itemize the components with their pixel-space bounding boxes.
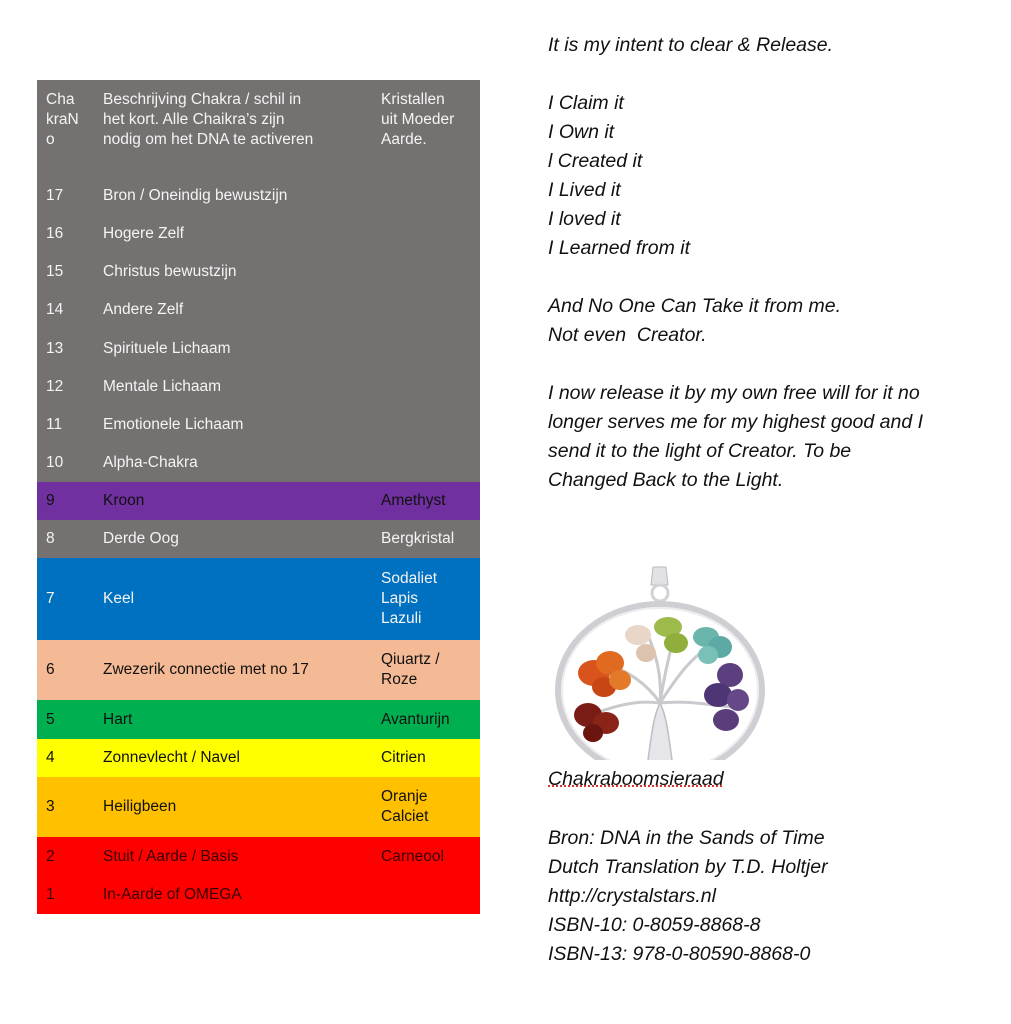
claim-line: I Claim it (548, 92, 624, 114)
source-info (548, 824, 828, 969)
chakra-crystal (381, 444, 480, 482)
chakra-description: Hart (103, 710, 133, 728)
chakra-number: 2 (46, 847, 55, 865)
chakra-crystal: Oranje Calciet (381, 788, 429, 825)
claim-line: I Lived it (548, 179, 621, 201)
table-row (37, 253, 480, 291)
chakra-crystal: Carneool (381, 847, 444, 865)
chakra-number: 12 (46, 378, 64, 395)
table-row (37, 837, 480, 876)
chakra-number: 11 (46, 416, 63, 433)
tree-of-life-pendant-image (548, 555, 768, 760)
chakra-number: 10 (46, 454, 64, 471)
chakra-crystal: Citrien (381, 749, 426, 766)
table-row (37, 558, 480, 640)
chakra-description: Heiligbeen (103, 798, 177, 815)
chakra-crystal (381, 876, 480, 914)
chakra-number: 9 (46, 492, 55, 509)
chakra-crystal (381, 291, 480, 329)
chakra-crystal (381, 406, 480, 444)
chakra-description: Zwezerik connectie met no 17 (103, 661, 309, 678)
claim-line: I loved it (548, 208, 621, 230)
table-row (37, 640, 480, 700)
table-row (37, 406, 480, 444)
claim-line: l Created it (548, 150, 643, 172)
table-row (37, 482, 480, 520)
chakra-crystal (381, 253, 480, 291)
chakra-crystal: Amethyst (381, 492, 446, 509)
release-line: Changed Back to the Light. (548, 469, 784, 491)
table-row (37, 368, 480, 406)
claim-line: I Own it (548, 121, 615, 143)
chakra-crystal (381, 368, 480, 406)
pendant-caption: Chakraboomsieraad (548, 768, 724, 790)
chakra-crystal: Bergkristal (381, 530, 455, 547)
source-isbn13: ISBN-13: 978-0-80590-8868-0 (548, 943, 811, 965)
table-row (37, 876, 480, 914)
affirmation-text (548, 31, 1003, 495)
header-crystals: Kristallen uit Moeder Aarde. (381, 91, 455, 148)
chakra-number: 15 (46, 263, 64, 280)
table-row (37, 329, 480, 368)
chakra-description: Kroon (103, 492, 145, 509)
chakra-description: Emotionele Lichaam (103, 416, 244, 433)
intro-line: It is my intent to clear & Release. (548, 34, 834, 56)
chakra-number: 1 (46, 886, 55, 903)
table-row (37, 777, 480, 837)
chakra-number: 8 (46, 530, 55, 547)
table-row (37, 177, 480, 215)
no-one-line: Not even Creator. (548, 324, 707, 346)
table-header-row (37, 80, 480, 177)
table-row (37, 700, 480, 739)
chakra-description: Keel (103, 590, 135, 607)
chakra-number: 5 (46, 710, 55, 728)
release-line: I now release it by my own free will for it no (548, 382, 920, 404)
source-book: Bron: DNA in the Sands of Time (548, 827, 825, 849)
chakra-crystal (381, 329, 480, 368)
chakra-number: 17 (46, 187, 64, 204)
chakra-crystal: Avanturijn (381, 710, 450, 728)
chakra-number: 13 (46, 339, 64, 357)
chakra-description: In-Aarde of OMEGA (103, 886, 242, 903)
source-translation: Dutch Translation by T.D. Holtjer (548, 856, 828, 878)
chakra-crystal (381, 215, 480, 253)
chakra-crystal: Qiuartz / Roze (381, 651, 440, 688)
chakra-description: Alpha-Chakra (103, 454, 198, 471)
chakra-table (37, 80, 480, 914)
pendant-icon (548, 555, 768, 760)
source-url[interactable]: http://crystalstars.nl (548, 885, 716, 907)
chakra-description: Hogere Zelf (103, 225, 184, 242)
table-row (37, 520, 480, 558)
chakra-number: 16 (46, 225, 64, 242)
chakra-description: Andere Zelf (103, 301, 184, 318)
chakra-description: Bron / Oneindig bewustzijn (103, 187, 288, 204)
chakra-description: Spirituele Lichaam (103, 339, 231, 357)
header-description: Beschrijving Chakra / schil in het kort. Alle Chaikra’s zijn nodig om het DNA te activeren (103, 91, 314, 148)
chakra-number: 6 (46, 661, 55, 678)
chakra-description: Christus bewustzijn (103, 263, 237, 280)
table-row (37, 444, 480, 482)
chakra-crystal: Sodaliet Lapis Lazuli (381, 570, 438, 627)
release-line: send it to the light of Creator. To be (548, 440, 852, 462)
header-chakra-number: Cha kraN o (46, 91, 79, 148)
chakra-description: Mentale Lichaam (103, 378, 222, 395)
chakra-number: 14 (46, 301, 64, 318)
chakra-number: 3 (46, 798, 55, 815)
table-row (37, 215, 480, 253)
chakra-description: Stuit / Aarde / Basis (103, 847, 239, 865)
chakra-crystal (381, 177, 480, 215)
chakra-number: 7 (46, 590, 55, 607)
table-row (37, 291, 480, 329)
claim-line: I Learned from it (548, 237, 690, 259)
no-one-line: And No One Can Take it from me. (548, 295, 841, 317)
release-line: longer serves me for my highest good and I (548, 411, 924, 433)
chakra-description: Zonnevlecht / Navel (103, 749, 240, 766)
table-row (37, 739, 480, 777)
source-isbn10: ISBN-10: 0-8059-8868-8 (548, 914, 761, 936)
chakra-description: Derde Oog (103, 530, 179, 547)
chakra-number: 4 (46, 749, 55, 766)
